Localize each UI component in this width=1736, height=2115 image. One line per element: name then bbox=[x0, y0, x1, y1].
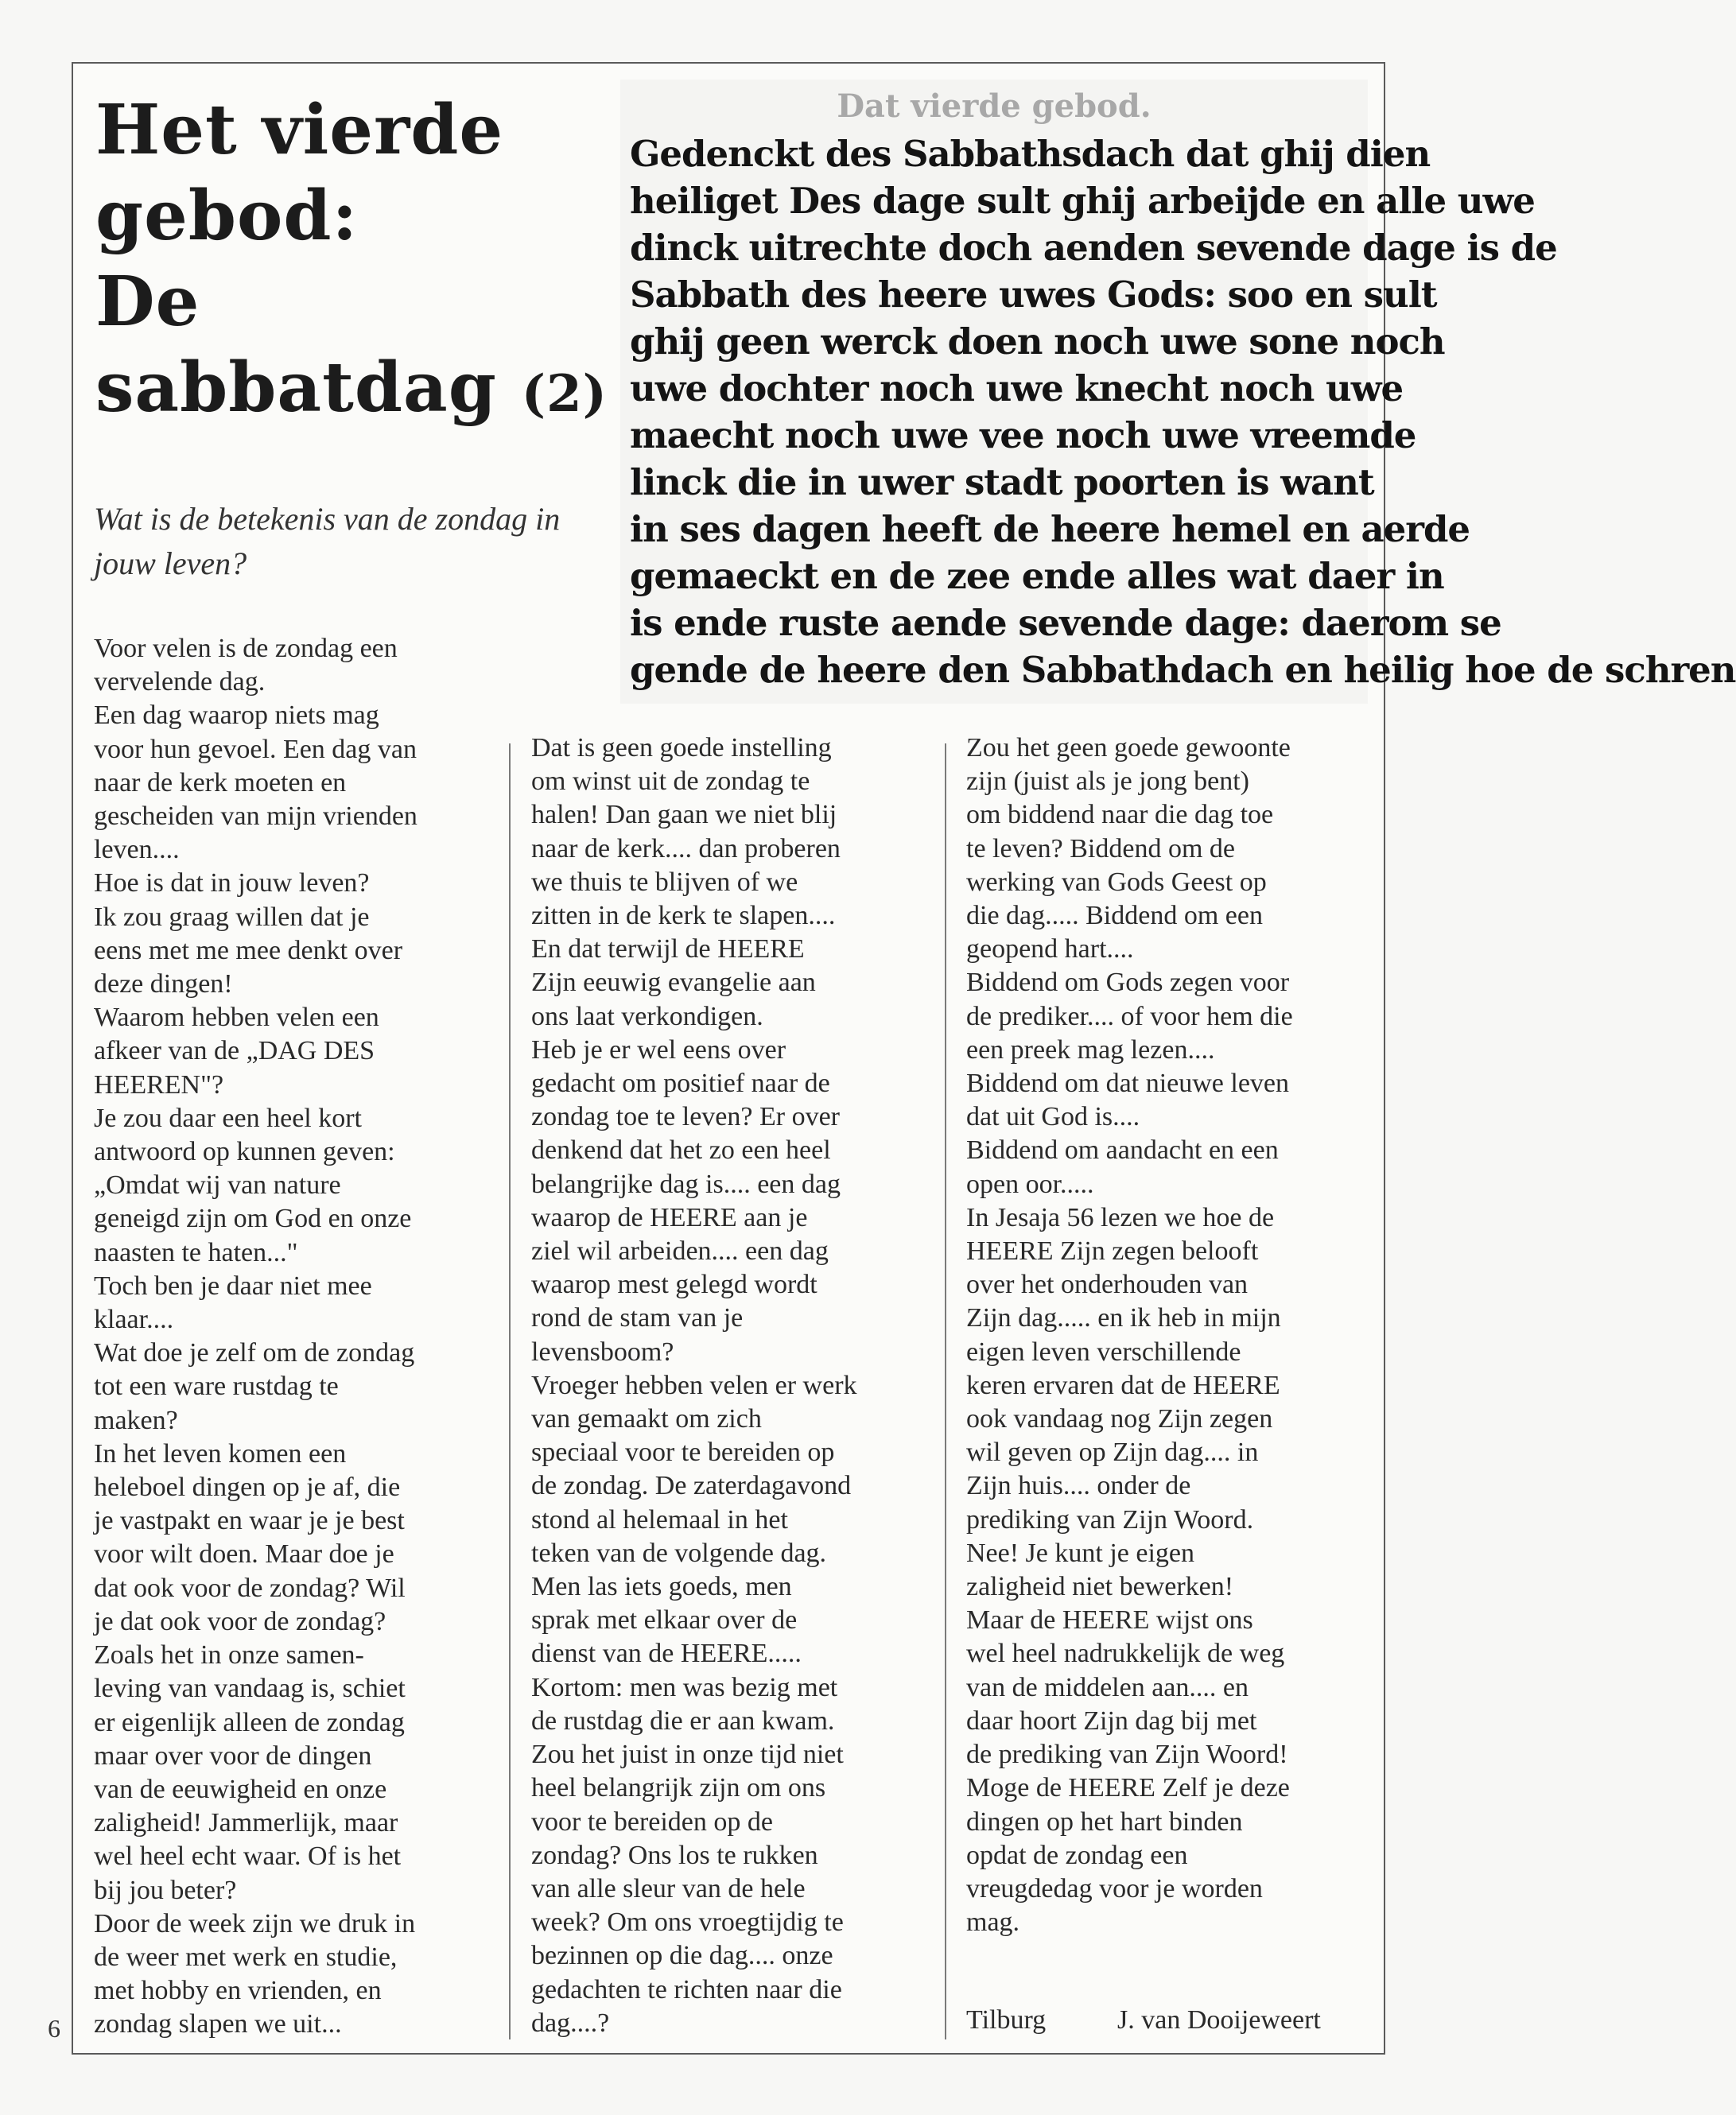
text-line: wil geven op Zijn dag.... in bbox=[966, 1438, 1259, 1468]
text-line: Maar de HEERE wijst ons bbox=[966, 1605, 1253, 1636]
title-part-number: (2) bbox=[521, 364, 608, 424]
text-line: dag....? bbox=[531, 2008, 610, 2038]
text-line: En dat terwijl de HEERE bbox=[531, 934, 805, 964]
text-line: ook vandaag nog Zijn zegen bbox=[966, 1404, 1273, 1434]
text-line: Dat is geen goede instelling bbox=[531, 733, 832, 763]
text-line: maar over voor de dingen bbox=[94, 1741, 372, 1771]
title-line-2: gebod: bbox=[95, 176, 359, 256]
text-line: waarop de HEERE aan je bbox=[531, 1202, 808, 1232]
text-line: van gemaakt om zich bbox=[531, 1404, 762, 1434]
text-line: antwoord op kunnen geven: bbox=[94, 1137, 395, 1167]
text-line: leving van vandaag is, schiet bbox=[94, 1674, 406, 1704]
text-line: Hoe is dat in jouw leven? bbox=[94, 868, 370, 898]
text-line: voor te bereiden op de bbox=[531, 1806, 773, 1837]
text-line: de prediker.... of voor hem die bbox=[966, 1001, 1293, 1031]
text-line: week? Om ons vroegtijdig te bbox=[531, 1907, 844, 1938]
text-line: geopend hart.... bbox=[966, 934, 1134, 964]
title-line-1: Het vierde bbox=[95, 90, 504, 170]
text-line: Zijn huis.... onder de bbox=[966, 1471, 1191, 1501]
text-line: open oor..... bbox=[966, 1169, 1094, 1199]
text-line: zondag? Ons los te rukken bbox=[531, 1840, 818, 1870]
text-line: tot een ware rustdag te bbox=[94, 1372, 339, 1402]
text-column-1 bbox=[94, 632, 417, 2042]
blackletter-line: uwe dochter noch uwe knecht noch uwe bbox=[630, 367, 1404, 409]
text-line: dat ook voor de zondag? Wil bbox=[94, 1573, 406, 1603]
column-divider-2 bbox=[945, 743, 946, 2039]
title-word-sabbatdag: sabbatdag bbox=[95, 347, 497, 428]
text-line: HEEREN"? bbox=[94, 1069, 224, 1100]
text-line: van de eeuwigheid en onze bbox=[94, 1774, 387, 1804]
text-line: eigen leven verschillende bbox=[966, 1337, 1241, 1367]
text-line: ziel wil arbeiden.... een dag bbox=[531, 1236, 829, 1267]
text-line: Een dag waarop niets mag bbox=[94, 700, 379, 731]
text-line: er eigenlijk alleen de zondag bbox=[94, 1707, 405, 1737]
text-line: wel heel nadrukkelijk de weg bbox=[966, 1639, 1285, 1669]
text-line: klaar.... bbox=[94, 1305, 174, 1335]
text-line: de weer met werk en studie, bbox=[94, 1942, 398, 1972]
text-line: zitten in de kerk te slapen.... bbox=[531, 901, 836, 931]
text-line: zondag slapen we uit... bbox=[94, 2009, 342, 2039]
text-line: Ik zou graag willen dat je bbox=[94, 902, 370, 932]
title-line-4 bbox=[95, 345, 608, 437]
column-divider-1 bbox=[509, 743, 511, 2039]
text-line: In Jesaja 56 lezen we hoe de bbox=[966, 1202, 1275, 1232]
text-line: eens met me mee denkt over bbox=[94, 935, 403, 965]
text-line: zaligheid niet bewerken! bbox=[966, 1572, 1234, 1602]
text-line: heleboel dingen op je af, die bbox=[94, 1473, 401, 1503]
text-line: om winst uit de zondag te bbox=[531, 766, 810, 797]
text-line: dat uit God is.... bbox=[966, 1102, 1140, 1132]
text-line: Vroeger hebben velen er werk bbox=[531, 1370, 857, 1400]
text-line: HEERE Zijn zegen belooft bbox=[966, 1236, 1259, 1267]
blackletter-line: is ende ruste aende sevende dage: daerom se bbox=[630, 602, 1501, 644]
text-line: Door de week zijn we druk in bbox=[94, 1908, 416, 1938]
text-line: te leven? Biddend om de bbox=[966, 833, 1236, 863]
text-line: speciaal voor te bereiden op bbox=[531, 1438, 835, 1468]
text-line: we thuis te blijven of we bbox=[531, 867, 798, 897]
text-line: Zijn eeuwig evangelie aan bbox=[531, 968, 816, 998]
text-line: Voor velen is de zondag een bbox=[94, 634, 398, 663]
text-line: vreugdedag voor je worden bbox=[966, 1873, 1263, 1904]
text-line: de zondag. De zaterdagavond bbox=[531, 1471, 852, 1501]
article-subtitle: Wat is de betekenis van de zondag in jouw leven? bbox=[94, 501, 561, 581]
title-line-3: De bbox=[95, 262, 200, 342]
text-line: denkend dat het zo een heel bbox=[531, 1135, 831, 1166]
text-line: Zoals het in onze samen- bbox=[94, 1640, 364, 1671]
text-line: opdat de zondag een bbox=[966, 1840, 1188, 1870]
text-line: voor wilt doen. Maar doe je bbox=[94, 1539, 394, 1570]
blackletter-line: gende de heere den Sabbathdach en heilig hoe de schren bbox=[630, 649, 1736, 691]
text-line: met hobby en vrienden, en bbox=[94, 1976, 382, 2006]
text-line: Biddend om aandacht en een bbox=[966, 1135, 1279, 1166]
text-line: dingen op het hart binden bbox=[966, 1806, 1243, 1837]
text-line: prediking van Zijn Woord. bbox=[966, 1504, 1254, 1535]
text-line: naar de kerk moeten en bbox=[94, 767, 347, 797]
text-line: Zou het juist in onze tijd niet bbox=[531, 1740, 844, 1770]
text-line: Zijn dag..... en ik heb in mijn bbox=[966, 1303, 1281, 1333]
text-line: stond al helemaal in het bbox=[531, 1504, 788, 1535]
text-line: Biddend om dat nieuwe leven bbox=[966, 1069, 1290, 1099]
text-line: een preek mag lezen.... bbox=[966, 1034, 1215, 1065]
text-line: Je zou daar een heel kort bbox=[94, 1103, 362, 1133]
text-line: Biddend om Gods zegen voor bbox=[966, 968, 1290, 998]
text-line: belangrijke dag is.... een dag bbox=[531, 1169, 841, 1199]
text-line: levensboom? bbox=[531, 1337, 674, 1367]
text-line: Wat doe je zelf om de zondag bbox=[94, 1338, 415, 1368]
text-line: „Omdat wij van nature bbox=[94, 1170, 341, 1201]
text-line: de rustdag die er aan kwam. bbox=[531, 1706, 835, 1736]
text-line: van de middelen aan.... en bbox=[966, 1672, 1249, 1702]
blackletter-line: Sabbath des heere uwes Gods: soo en sult bbox=[630, 274, 1437, 316]
text-line: daar hoort Zijn dag bij met bbox=[966, 1706, 1257, 1736]
text-line: ons laat verkondigen. bbox=[531, 1001, 763, 1031]
signature-author: J. van Dooijeweert bbox=[1117, 2005, 1321, 2035]
text-line: Waarom hebben velen een bbox=[94, 1003, 379, 1033]
text-line: die dag..... Biddend om een bbox=[966, 901, 1263, 931]
text-line: je dat ook voor de zondag? bbox=[94, 1606, 386, 1636]
blackletter-line: heiliget Des dage sult ghij arbeijde en alle uwe bbox=[630, 180, 1535, 222]
text-line: In het leven komen een bbox=[94, 1438, 347, 1469]
text-line: afkeer van de „DAG DES bbox=[94, 1036, 375, 1066]
blackletter-line: in ses dagen heeft de heere hemel en aerde bbox=[630, 508, 1470, 550]
text-line: sprak met elkaar over de bbox=[531, 1605, 798, 1636]
text-line: bezinnen op die dag.... onze bbox=[531, 1941, 833, 1971]
text-line: Kortom: men was bezig met bbox=[531, 1672, 838, 1702]
text-line: van alle sleur van de hele bbox=[531, 1873, 806, 1904]
text-line: Men las iets goeds, men bbox=[531, 1572, 792, 1602]
blackletter-line: dinck uitrechte doch aenden sevende dage is de bbox=[630, 227, 1557, 269]
text-line: over het onderhouden van bbox=[966, 1270, 1249, 1300]
text-line: gedacht om positief naar de bbox=[531, 1069, 830, 1099]
text-column-3 bbox=[966, 732, 1293, 1939]
text-line: zaligheid! Jammerlijk, maar bbox=[94, 1808, 398, 1838]
blackletter-line: maecht noch uwe vee noch uwe vreemde bbox=[630, 414, 1416, 456]
text-line: Zou het geen goede gewoonte bbox=[966, 733, 1291, 763]
text-line: vervelende dag. bbox=[94, 667, 266, 697]
text-line: de prediking van Zijn Woord! bbox=[966, 1740, 1288, 1770]
signature-place: Tilburg bbox=[966, 2005, 1047, 2035]
blackletter-heading: Dat vierde gebod. bbox=[837, 87, 1152, 125]
text-line: wel heel echt waar. Of is het bbox=[94, 1841, 402, 1872]
text-line: je vastpakt en waar je je best bbox=[94, 1506, 405, 1536]
blackletter-line: Gedenckt des Sabbathsdach dat ghij dien bbox=[630, 133, 1431, 175]
text-line: teken van de volgende dag. bbox=[531, 1538, 827, 1568]
text-line: heel belangrijk zijn om ons bbox=[531, 1773, 826, 1803]
text-line: naasten te haten..." bbox=[94, 1237, 298, 1267]
article-title bbox=[95, 87, 608, 437]
text-line: dienst van de HEERE..... bbox=[531, 1639, 802, 1669]
text-line: gescheiden van mijn vrienden bbox=[94, 801, 417, 832]
text-line: geneigd zijn om God en onze bbox=[94, 1204, 412, 1234]
text-line: zondag toe te leven? Er over bbox=[531, 1102, 840, 1132]
text-line: maken? bbox=[94, 1405, 178, 1435]
text-line: keren ervaren dat de HEERE bbox=[966, 1370, 1280, 1400]
text-line: Nee! Je kunt je eigen bbox=[966, 1538, 1194, 1568]
text-line: deze dingen! bbox=[94, 969, 233, 999]
text-line: Heb je er wel eens over bbox=[531, 1034, 786, 1065]
text-line: naar de kerk.... dan proberen bbox=[531, 833, 841, 863]
blackletter-line: gemaeckt en de zee ende alles wat daer in bbox=[630, 555, 1444, 597]
text-line: leven.... bbox=[94, 835, 180, 865]
text-line: waarop mest gelegd wordt bbox=[531, 1270, 818, 1300]
text-line: rond de stam van je bbox=[531, 1303, 744, 1333]
text-line: gedachten te richten naar die bbox=[531, 1974, 842, 2004]
text-line: mag. bbox=[966, 1907, 1020, 1938]
text-line: om biddend naar die dag toe bbox=[966, 800, 1274, 830]
text-line: Moge de HEERE Zelf je deze bbox=[966, 1773, 1290, 1803]
text-line: zijn (juist als je jong bent) bbox=[966, 766, 1249, 797]
text-line: werking van Gods Geest op bbox=[966, 867, 1267, 897]
blackletter-line: ghij geen werck doen noch uwe sone noch bbox=[630, 320, 1445, 363]
text-line: voor hun gevoel. Een dag van bbox=[94, 734, 417, 764]
text-line: halen! Dan gaan we niet blij bbox=[531, 800, 837, 830]
text-line: Toch ben je daar niet mee bbox=[94, 1271, 372, 1301]
text-column-2 bbox=[531, 732, 857, 2040]
blackletter-line: linck die in uwer stadt poorten is want bbox=[630, 461, 1374, 503]
blackletter-scripture-image bbox=[620, 80, 1736, 704]
blackletter-text bbox=[620, 130, 1736, 693]
text-line: bij jou beter? bbox=[94, 1875, 237, 1905]
page-number: 6 bbox=[48, 2014, 60, 2043]
